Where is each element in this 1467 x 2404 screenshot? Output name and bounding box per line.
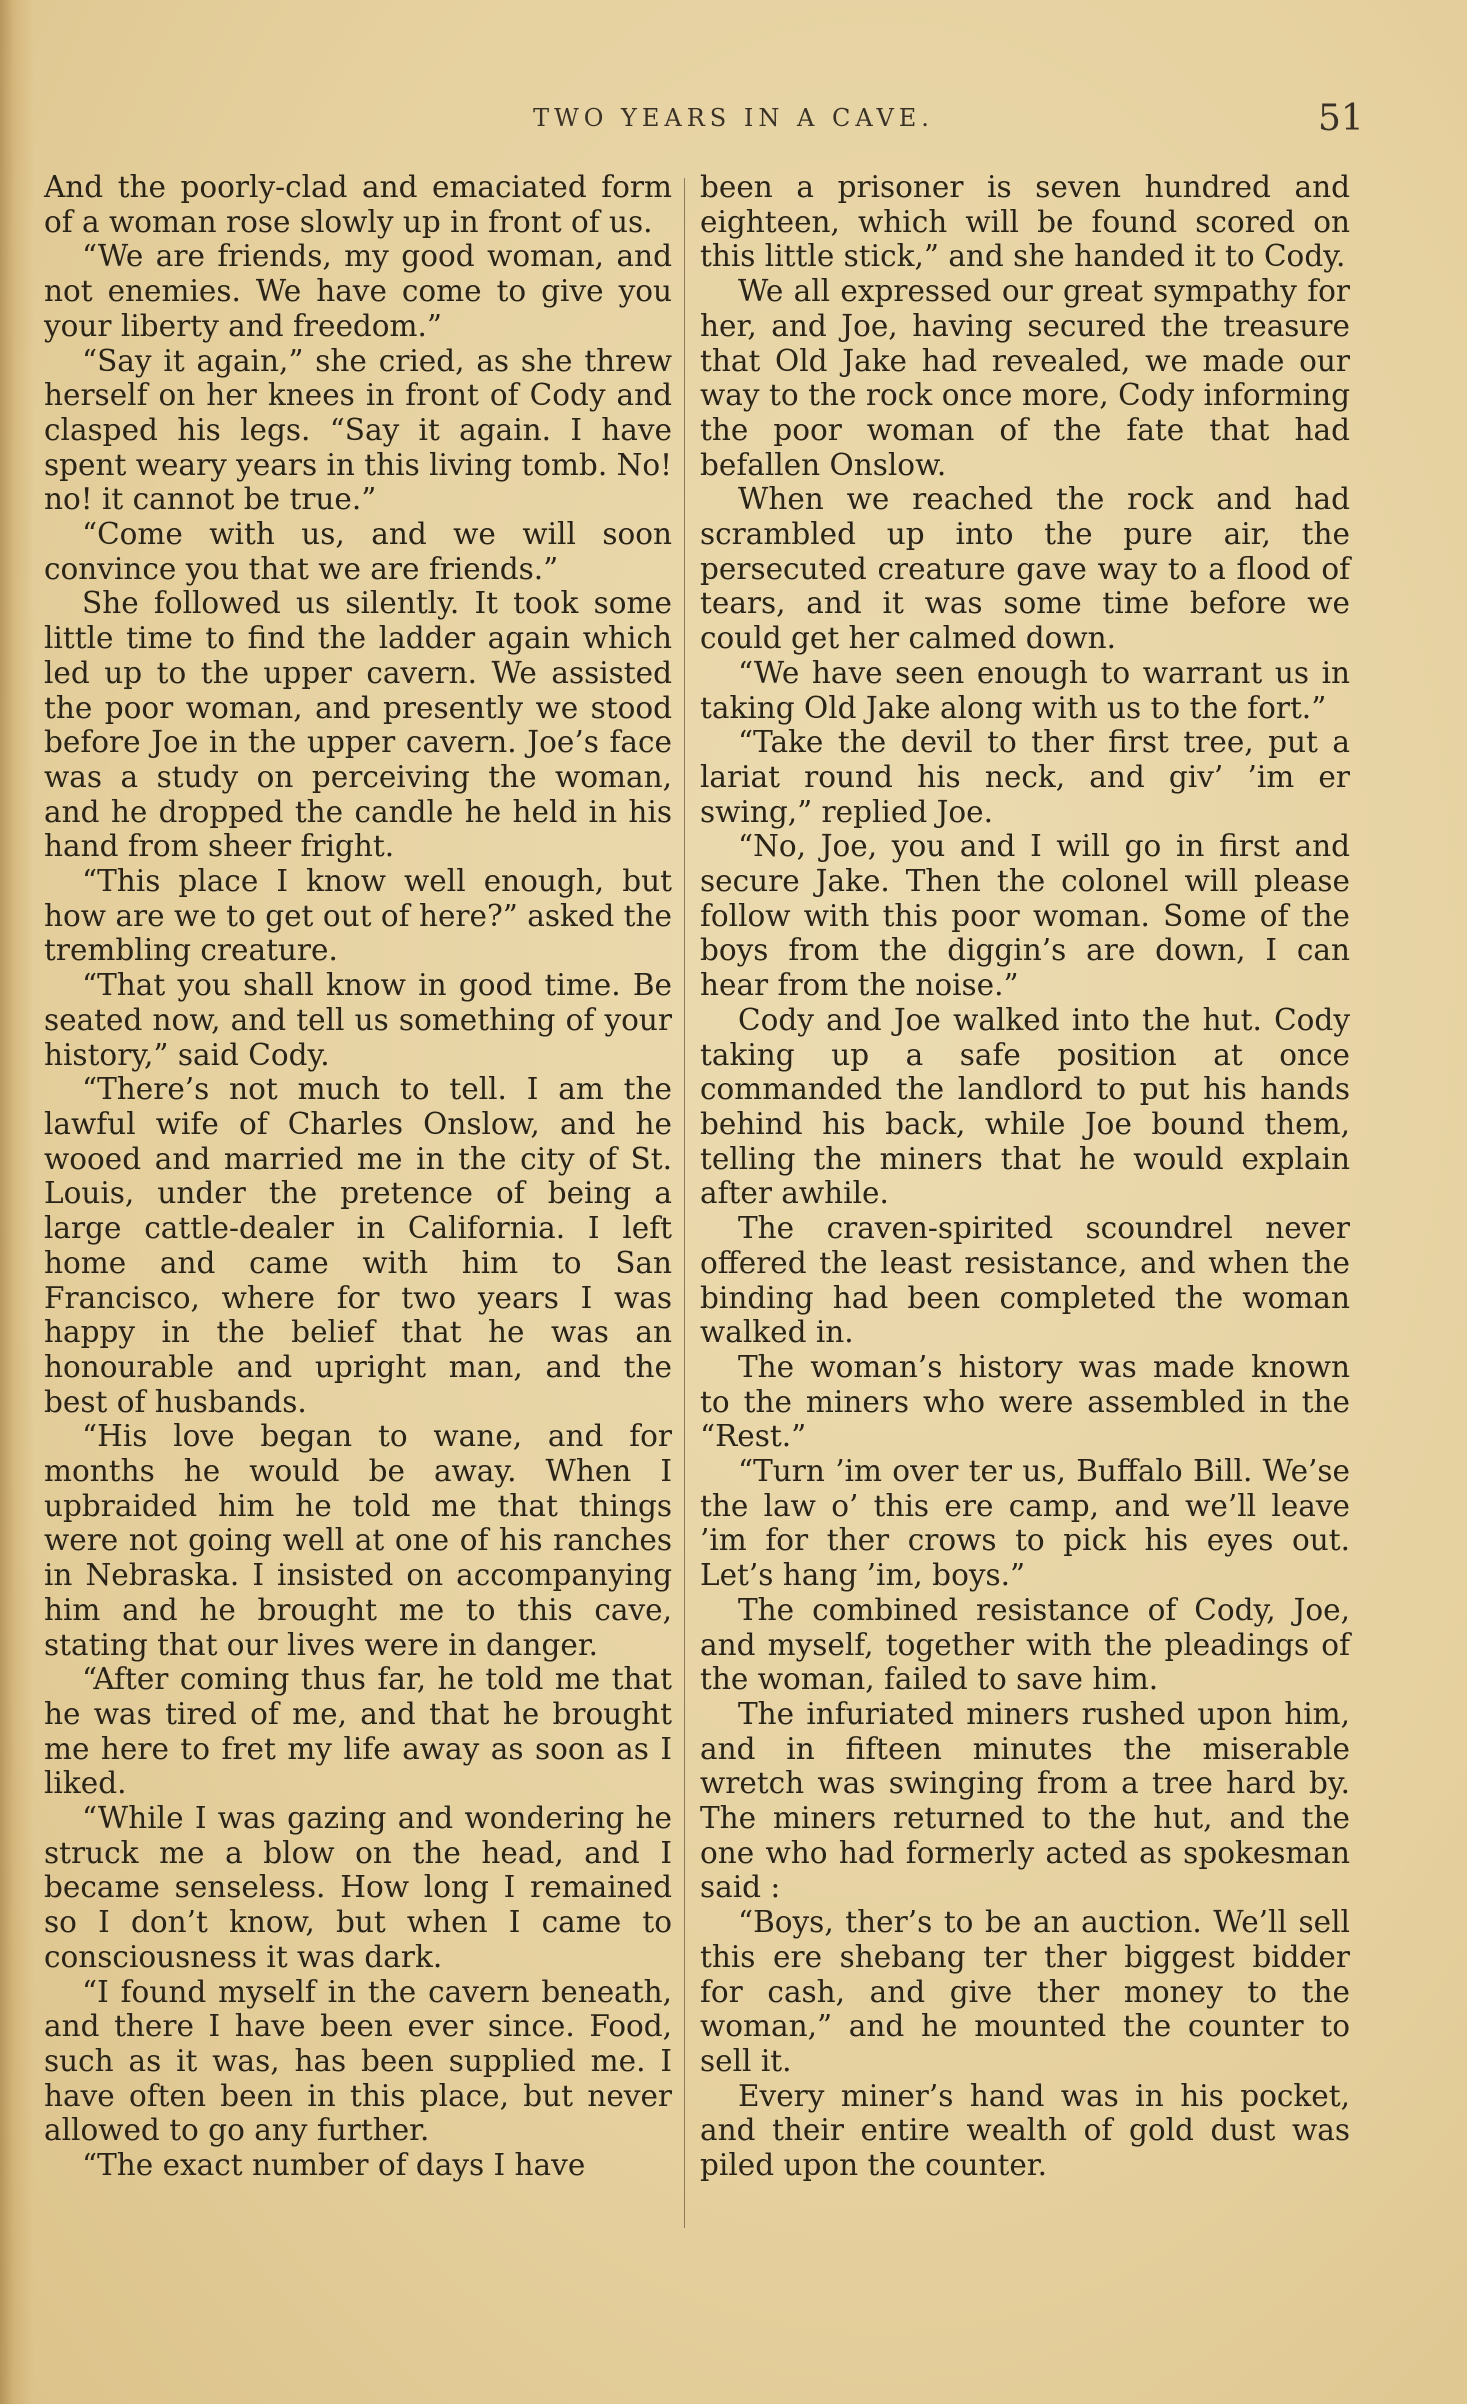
paragraph: “We are friends, my good woman, and not enemies. We have come to give you your liberty and freedom.” [44, 239, 672, 343]
paragraph: “This place I know well enough, but how are we to get out of here?” asked the trembling creature. [44, 864, 672, 968]
paragraph: And the poorly-clad and emaciated form of a woman rose slowly up in front of us. [44, 170, 672, 239]
running-title: TWO YEARS IN A CAVE. [533, 104, 934, 132]
page-number: 51 [1318, 98, 1364, 139]
paragraph: When we reached the rock and had scrambled up into the pure air, the persecuted creature gave way to a flood of tears, and it was some time before we could get her calmed down. [700, 482, 1350, 656]
paragraph: “Boys, ther’s to be an auction. We’ll sell this ere shebang ter ther biggest bidder for cash, and give ther money to the woman,” and he mounted the counter to sell it. [700, 1905, 1350, 2078]
column-divider [684, 178, 685, 2228]
paragraph: The combined resistance of Cody, Joe, and myself, together with the pleadings of the woman, failed to save him. [700, 1592, 1350, 1697]
paragraph: “Turn ’im over ter us, Buffalo Bill. We’se the law o’ this ere camp, and we’ll leave ’im for ther crows to pick his eyes out. Let’s hang ’im, boys.” [700, 1454, 1350, 1593]
paragraph: Every miner’s hand was in his pocket, and their entire wealth of gold dust was piled upon the counter. [700, 2078, 1350, 2183]
paragraph: “Come with us, and we will soon convince you that we are friends.” [44, 517, 672, 586]
paragraph: She followed us silently. It took some little time to find the ladder again which led up to the upper cavern. We assisted the poor woman, and presently we stood before Joe in the upper cavern. Joe’s face was a study on perceiving the woman, and he dropped the candle he held in his hand from sheer fright. [44, 586, 672, 864]
paragraph: “After coming thus far, he told me that he was tired of me, and that he brought me here to fret my life away as soon as I liked. [44, 1662, 672, 1801]
paragraph: been a prisoner is seven hundred and eighteen, which will be found scored on this little stick,” and she handed it to Cody. [700, 170, 1350, 274]
paragraph: “His love began to wane, and for months he would be away. When I upbraided him he told me that things were not going well at one of his ranches in Nebraska. I insisted on accompanying him and he brought me to this cave, stating that our lives were in danger. [44, 1419, 672, 1662]
paragraph: “No, Joe, you and I will go in first and secure Jake. Then the colonel will please follow with this poor woman. Some of the boys from the diggin’s are down, I can hear from the noise.” [700, 829, 1350, 1003]
right-column [700, 170, 1350, 2183]
paragraph: “We have seen enough to warrant us in taking Old Jake along with us to the fort.” [700, 655, 1350, 725]
paragraph: The craven-spirited scoundrel never offered the least resistance, and when the binding had been completed the woman walked in. [700, 1211, 1350, 1350]
paragraph: We all expressed our great sympathy for her, and Joe, having secured the treasure that Old Jake had revealed, we made our way to the rock once more, Cody informing the poor woman of the fate that had befallen Onslow. [700, 274, 1350, 482]
paragraph: The woman’s history was made known to the miners who were assembled in the “Rest.” [700, 1349, 1350, 1454]
paragraph: “The exact number of days I have [82, 2148, 586, 2183]
paragraph: “While I was gazing and wondering he struck me a blow on the head, and I became senseless. How long I remained so I don’t know, but when I came to consciousness it was dark. [44, 1801, 672, 1974]
paragraph: “I found myself in the cavern beneath, and there I have been ever since. Food, such as it was, has been supplied me. I have often been in this place, but never allowed to go any further. [44, 1974, 672, 2148]
paragraph: The infuriated miners rushed upon him, and in fifteen minutes the miserable wretch was swinging from a tree hard by. The miners returned to the hut, and the one who had formerly acted as spokesman said : [700, 1696, 1350, 1905]
paragraph: “Say it again,” she cried, as she threw herself on her knees in front of Cody and clasped his legs. “Say it again. I have spent weary years in this living tomb. No! no! it cannot be true.” [44, 343, 672, 517]
paragraph: Cody and Joe walked into the hut. Cody taking up a safe position at once commanded the landlord to put his hands behind his back, while Joe bound them, telling the miners that he would explain after awhile. [700, 1002, 1350, 1211]
paragraph: “Take the devil to ther first tree, put a lariat round his neck, and giv’ ’im er swing,” replied Joe. [700, 725, 1350, 829]
paragraph: “There’s not much to tell. I am the lawful wife of Charles Onslow, and he wooed and married me in the city of St. Louis, under the pretence of being a large cattle-dealer in California. I left home and came with him to San Francisco, where for two years I was happy in the belief that he was an honourable and upright man, and the best of husbands. [44, 1072, 672, 1419]
paragraph: “That you shall know in good time. Be seated now, and tell us something of your history,” said Cody. [44, 968, 672, 1072]
left-column [44, 170, 672, 2183]
